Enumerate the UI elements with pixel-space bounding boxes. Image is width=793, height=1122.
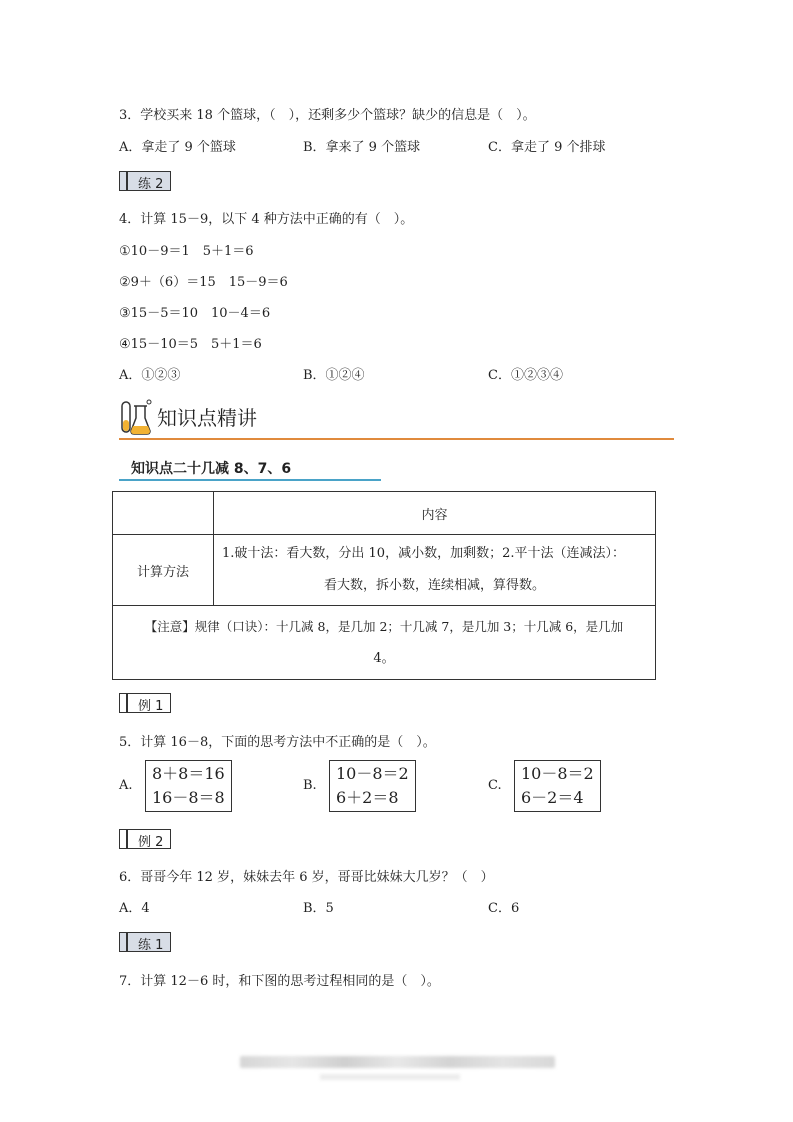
q4-method-2: ②9＋（6）＝15 15－9＝6 [119, 275, 288, 290]
q4-option-c: C．①②③④ [488, 368, 563, 383]
q5-option-b-line-1: 10－8＝2 [336, 764, 409, 783]
table-header-content: 内容 [214, 492, 656, 535]
table-row-label: 计算方法 [113, 535, 214, 606]
footer-watermark [240, 1056, 555, 1068]
q5-option-a-label: A. [119, 778, 133, 793]
q4-method-1: ①10－9＝1 5＋1＝6 [119, 244, 254, 259]
q4-stem: 4．计算 15－9，以下 4 种方法中正确的有（ ）。 [119, 212, 414, 227]
q4-option-b: B．①②④ [303, 368, 365, 383]
q4-option-a: A．①②③ [119, 368, 181, 383]
q5-option-b-label: B. [303, 778, 317, 793]
table-note-line-2: 4。 [373, 650, 395, 666]
tag-lian-2-label: 练 2 [138, 177, 164, 192]
q3-option-b: B．拿来了 9 个篮球 [303, 140, 421, 155]
table-row-content [214, 535, 656, 606]
table-row-content-line-1: 1.破十法：看大数，分出 10，减小数，加剩数；2.平十法（连减法）： [222, 546, 625, 561]
q5-option-c-line-2: 6－2＝4 [521, 788, 584, 807]
tag-li-1 [119, 693, 171, 713]
q4-method-4: ④15－10＝5 5＋1＝6 [119, 337, 262, 352]
q5-option-a-box [145, 760, 232, 812]
q5-option-b-box [329, 760, 416, 812]
q3-stem: 3．学校买来 18 个篮球，（ ），还剩多少个篮球？缺少的信息是（ ）。 [119, 108, 536, 123]
tag-li-2 [119, 829, 171, 849]
knowledge-title-underline [119, 479, 381, 481]
q5-stem: 5．计算 16－8，下面的思考方法中不正确的是（ ）。 [119, 735, 436, 750]
knowledge-title: 知识点二十几减 8、7、6 [131, 461, 292, 477]
q5-option-a-line-2: 16－8＝8 [152, 788, 225, 807]
flask-icon [119, 398, 153, 436]
tag-lian-2 [119, 171, 171, 191]
q5-option-c-label: C. [488, 778, 502, 793]
section-header [119, 396, 674, 440]
tag-lian-1-label: 练 1 [138, 938, 164, 953]
q7-stem: 7．计算 12－6 时，和下图的思考过程相同的是（ ）。 [119, 974, 440, 989]
tag-li-1-label: 例 1 [138, 699, 164, 714]
q3-option-a: A．拿走了 9 个篮球 [119, 140, 236, 155]
table-note-line-1: 【注意】规律（口诀）：十几减 8，是几加 2；十几减 7，是几加 3；十几减 6，是几加 [144, 618, 624, 634]
q4-method-3: ③15－5＝10 10－4＝6 [119, 306, 271, 321]
tag-lian-1 [119, 932, 171, 952]
table-corner-cell [113, 492, 214, 535]
q6-stem: 6．哥哥今年 12 岁，妹妹去年 6 岁，哥哥比妹妹大几岁？（ ） [119, 870, 494, 885]
q5-option-c-box [514, 760, 601, 812]
section-rule [119, 438, 674, 440]
q5-option-c-line-1: 10－8＝2 [521, 764, 594, 783]
table-note [113, 606, 656, 680]
q6-option-a: A．4 [119, 901, 150, 916]
section-title: 知识点精讲 [157, 406, 257, 430]
q6-option-c: C．6 [488, 901, 520, 916]
footer-watermark-sub [320, 1074, 460, 1080]
table-row-content-line-2: 看大数，拆小数，连续相减，算得数。 [323, 578, 545, 593]
q5-option-a-line-1: 8＋8＝16 [152, 764, 225, 783]
q3-option-c: C．拿走了 9 个排球 [488, 140, 606, 155]
knowledge-table [112, 491, 656, 680]
tag-li-2-label: 例 2 [138, 835, 164, 850]
q5-option-b-line-2: 6＋2＝8 [336, 788, 399, 807]
q6-option-b: B．5 [303, 901, 334, 916]
